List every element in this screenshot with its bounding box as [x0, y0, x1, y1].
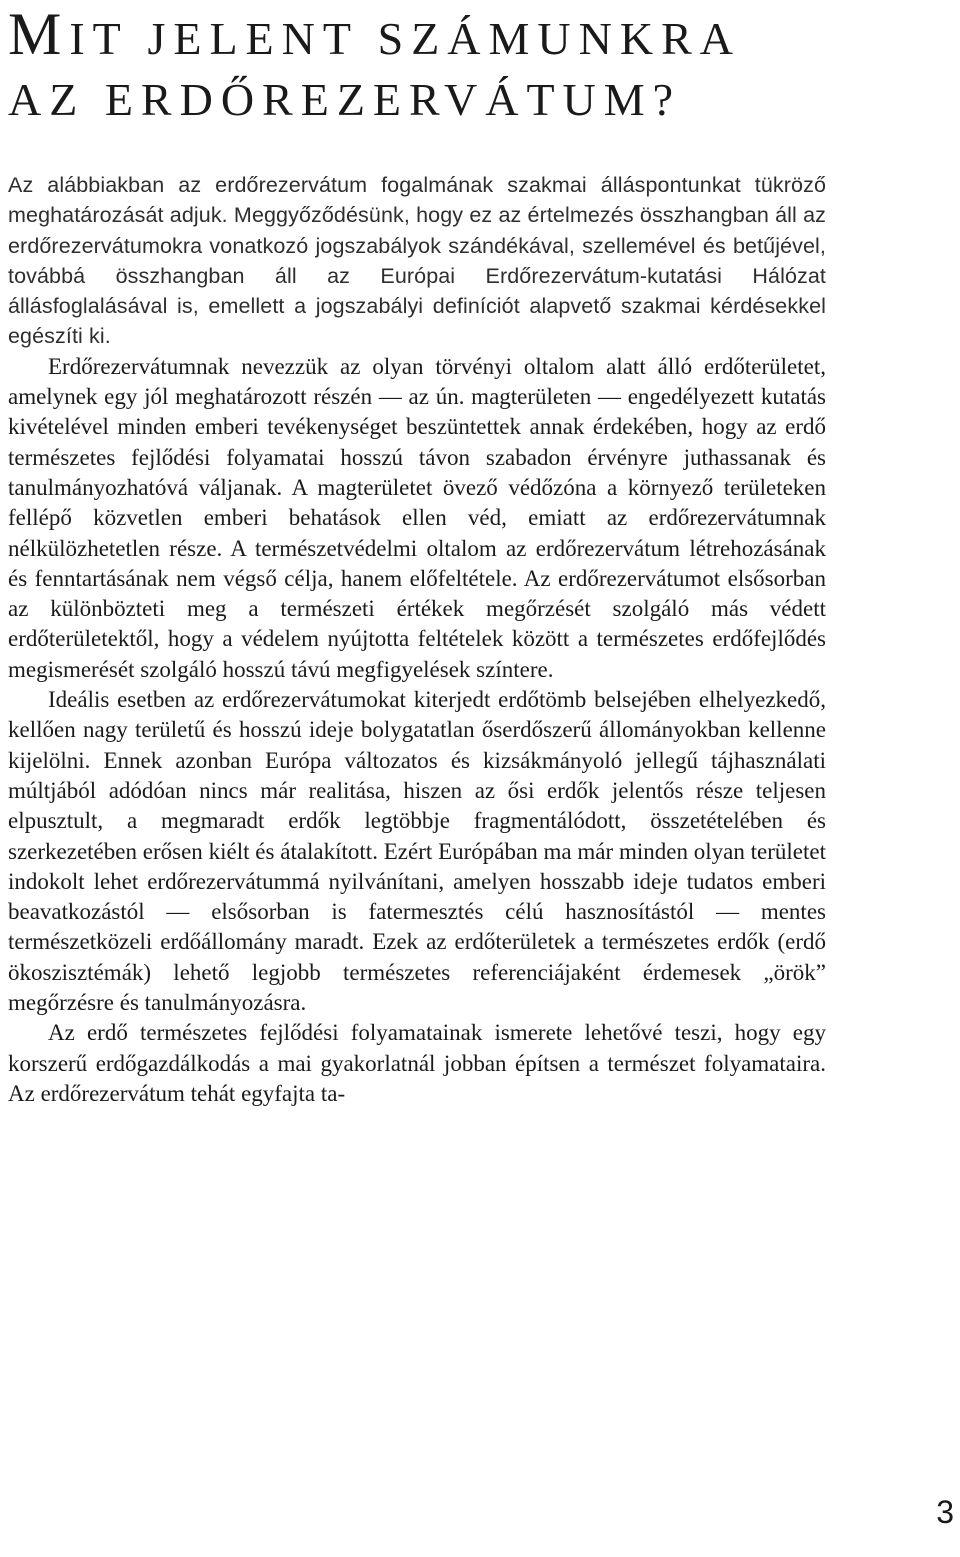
article-body: [8, 170, 826, 1109]
title-line-1: IT JELENT SZÁMUNKRA: [69, 13, 741, 64]
definition-paragraph: Erdőrezervátumnak nevezzük az olyan törvényi oltalom alatt álló erdőterületet, amelynek egy jól meghatározott részén — az ún. magterületen — engedélyezett kutatás kivételével minden emberi tevékenységet beszüntettek annak érdekében, hogy az erdő természetes fejlődési folyamatai hosszú távon szabadon érvényre juthassanak és tanulmányozhatóvá váljanak. A magterületet övező védőzóna a környező területeken fellépő közvetlen emberi behatások ellen véd, emiatt az erdőrezervátumnak nélkülözhetetlen része. A természetvédelmi oltalom az erdőrezervátum létrehozásának és fenntartásának nem végső célja, hanem előfeltétele. Az erdőrezervátumot elsősorban az különbözteti meg a természeti értékek megőrzését szolgáló más védett erdőterületektől, hogy a védelem nyújtotta feltételek között a természetes erdőfejlődés megismerését szolgáló hosszú távú megfigyelések színtere.: [8, 353, 826, 682]
page-number: 3: [936, 1494, 954, 1530]
closing-paragraph: Az erdő természetes fejlődési folyamatainak ismerete lehetővé teszi, hogy egy korszerű erdőgazdálkodás a mai gyakorlatnál jobban építsen a természet folyamataira. Az erdőrezervátum tehát egyfajta ta-: [8, 1020, 826, 1106]
title-line-2: AZ ERDŐREZERVÁTUM?: [8, 74, 682, 125]
page-title: [8, 1, 948, 130]
title-initial: M: [8, 1, 70, 67]
ideal-case-paragraph: Ideális esetben az erdőrezervátumokat kiterjedt erdőtömb belsejében elhelyezkedő, kellően nagy területű és hosszú ideje bolygatatlan őserdőszerű állományokban kellenne kijelölni. Ennek azonban Európa változatos és kizsákmányoló jellegű tájhasználati múltjából adódóan nincs már realitása, hiszen az ősi erdők jelentős része teljesen elpusztult, a megmaradt erdők legtöbbje fragmentálódott, összetételében és szerkezetében erősen kiélt és átalakított. Ezért Európában ma már minden olyan területet indokolt lehet erdőrezervátummá nyilvánítani, amelyen hosszabb ideje tudatos emberi beavatkozástól — elsősorban is fatermesztés célú hasznosítástól — mentes természetközeli erdőállomány maradt. Ezek az erdőterületek a természetes erdők (erdő ökoszisztémák) lehető legjobb természetes referenciájaként érdemesek „örök” megőrzésre és tanulmányozásra.: [8, 687, 826, 1016]
intro-paragraph: Az alábbiakban az erdőrezervátum fogalmának szakmai álláspontunkat tükröző meghatározását adjuk. Meggyőződésünk, hogy ez az értelmezés összhangban áll az erdőrezervátumokra vonatkozó jogszabályok szándékával, szellemével és betűjével, továbbá összhangban áll az Európai Erdőrezervátum-kutatási Hálózat állásfoglalásával is, emellett a jogszabályi definíciót alapvető szakmai kérdésekkel egészíti ki.: [8, 173, 826, 349]
